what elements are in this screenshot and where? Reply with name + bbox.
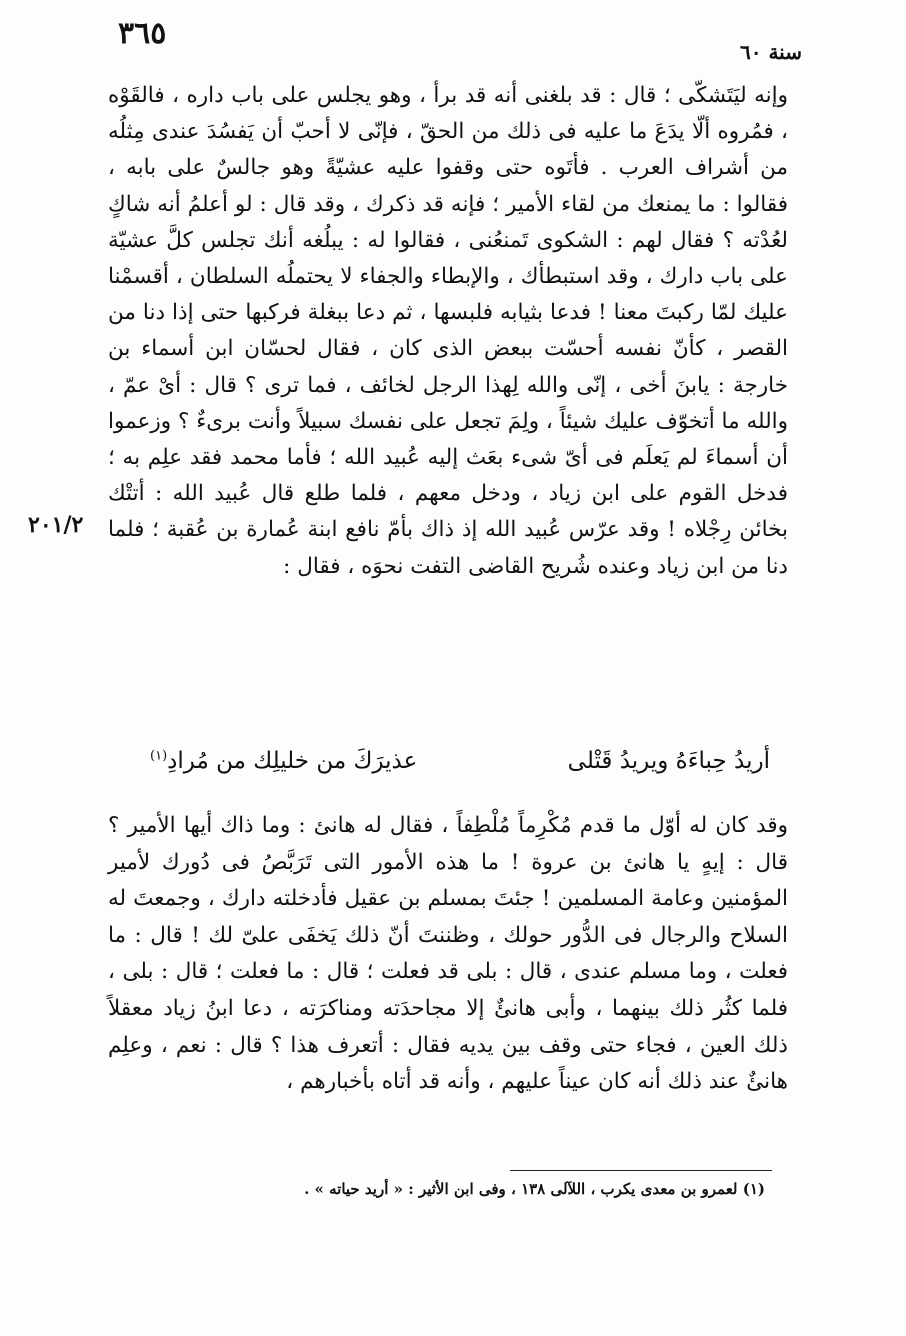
footnote: (١) لعمرو بن معدى يكرب ، اللآلى ١٣٨ ، وفى ابن الأثير : « أريد حياته » .: [304, 1180, 765, 1198]
verse-second-hemistich-text: عذيرَكَ من خليلِك من مُرادِ: [167, 748, 418, 774]
poetry-verse: [150, 748, 770, 788]
footnote-marker: (١): [150, 748, 168, 764]
main-text-block: [108, 78, 788, 585]
running-head: سنة ٦٠: [740, 40, 802, 64]
margin-reference-note: ٢٠١/٢: [28, 512, 84, 538]
verse-second-hemistich: [150, 748, 417, 774]
paragraph: وإنه ليَتَشكّى ؛ قال : قد بلغنى أنه قد برأ ، وهو يجلس على باب داره ، فالقَوْه ، فمُروه ألّا يدَعَ ما عليه فى ذلك من الحقّ ، فإنّى لا أحبّ أن يَفسُدَ عندى مِثلُه من أشراف العرب . فأتَوه حتى وقفوا عليه عشيّةً وهو جالسٌ على بابه ، فقالوا : ما يمنعك من لقاء الأمير ؛ فإنه قد ذكرك ، وقد قال : لو أعلمُ أنه شاكٍ لعُدْته ؟ فقال لهم : الشكوى تَمنعُنى ، فقالوا له : يبلُغه أنك تجلس كلَّ عشيّة على باب دارك ، وقد استبطأك ، والإبطاء والجفاء لا يحتملُه السلطان ، أقسمْنا عليك لمّا ركبتَ معنا ! فدعا بثيابه فلبسها ، ثم دعا ببغلة فركبها حتى إذا دنا من القصر ، كأنّ نفسه أحسّت ببعض الذى كان ، فقال لحسّان ابن أسماء بن خارجة : يابنَ أخى ، إنّى والله لِهذا الرجل لخائف ، فما ترى ؟ قال : أىْ عمّ ، والله ما أتخوّف عليك شيئاً ، ولِمَ تجعل على نفسك سبيلاً وأنت برىءٌ ؟ وزعموا أن أسماءَ لم يَعلَم فى أىّ شىء بعَث إليه عُبيد الله ؛ فأما محمد فقد علِم به ؛ فدخل القوم على ابن زياد ، ودخل معهم ، فلما طلع قال عُبيد الله : أتتْك بخائن رِجْلاه ! وقد عرّس عُبيد الله إذ ذاك بأمّ نافع ابنة عُمارة بن عُقبة ؛ فلما دنا من ابن زياد وعنده شُريح القاضى التفت نحوَه ، فقال :: [108, 83, 788, 579]
paragraph: وقد كان له أوّل ما قدم مُكْرِماً مُلْطِفاً ، فقال له هانئ : وما ذاك أيها الأمير ؟ قال : إيهٍ يا هانئ بن عروة ! ما هذه الأمور التى تَرَبَّصُ فى دُورك لأمير المؤمنين وعامة المسلمين ! جئتَ بمسلم بن عقيل فأدخلته دارك ، وجمعتَ له السلاح والرجال فى الدُّور حولك ، وظننتَ أنّ ذلك يَخفَى علىّ لك ! قال : ما فعلت ، وما مسلم عندى ، قال : بلى قد فعلت ؛ قال : ما فعلت ؛ قال : بلى ، فلما كثُر ذلك بينهما ، وأبى هانئٌ إلا مجاحدَته ومناكرَته ، دعا ابنُ زياد معقلاً ذلك العين ، فجاء حتى وقف بين يديه فقال : أتعرف هذا ؟ قال : نعم ، وعلِم هانئٌ عند ذلك أنه كان عيناً عليهم ، وأنه قد أتاه بأخبارهم ،: [108, 813, 788, 1095]
page-number: ٣٦٥: [118, 16, 167, 51]
main-text-block-continued: [108, 808, 788, 1101]
footnote-divider: [510, 1170, 772, 1171]
verse-first-hemistich: أريدُ حِباءَهُ ويريدُ قَتْلى: [567, 748, 770, 774]
